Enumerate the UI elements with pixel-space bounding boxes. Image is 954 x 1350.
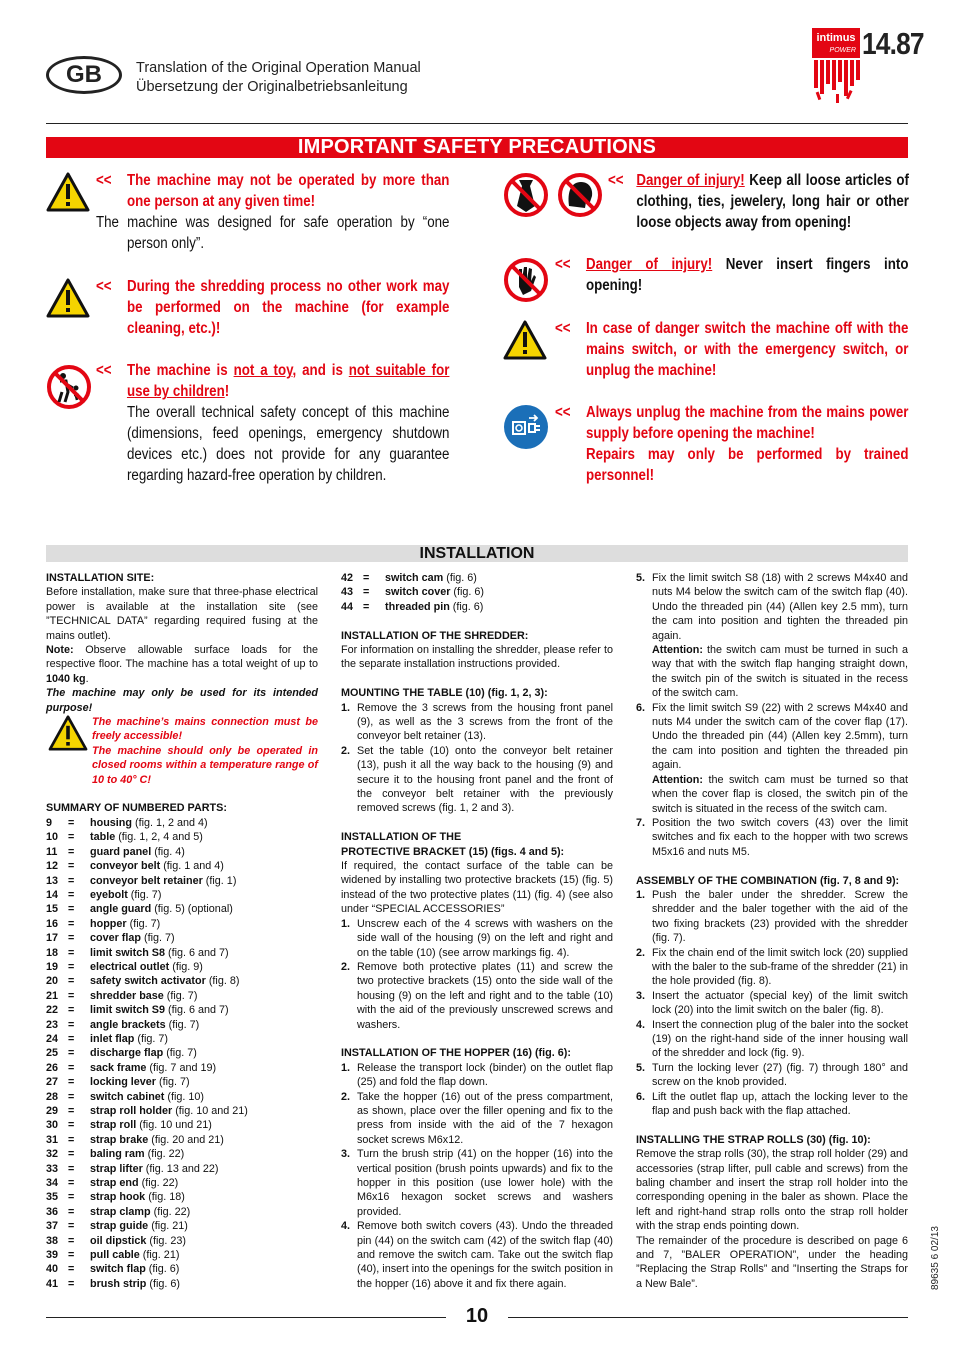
model-number: 14.87 bbox=[862, 26, 924, 61]
item-body-text: The machine was designed for safe operation by “one person only”. bbox=[96, 214, 450, 252]
part-row: 26 = sack frame (fig. 7 and 19) bbox=[46, 1061, 217, 1074]
table-heading: MOUNTING THE TABLE (10) (fig. 1, 2, 3): bbox=[341, 687, 548, 700]
item-warning-text: Danger of injury! Keep all loose articles of clothing, ties, jewelery, long hair or other loose objects away from opening! bbox=[636, 172, 909, 231]
chevron-marker: << bbox=[555, 404, 571, 421]
step-item: 5. Fix the limit switch S8 (18) with 2 screws M4x40 and nuts M4 below the switch cam of the switch flap (40). Undo the threaded pin (44) (Allen key 2.5 mm), turn the cam into position and tighten the threaded pin again. Attention: the switch cam must be turned in such a way that with the switch flap hanging straight down, the switch pin of the switch is situated in the recess of the switch cam. bbox=[636, 572, 908, 700]
strap-heading: INSTALLING THE STRAP ROLLS (30) (fig. 10): bbox=[636, 1133, 871, 1146]
part-row: 25 = discharge flap (fig. 7) bbox=[46, 1047, 197, 1060]
installation-column-3 bbox=[636, 571, 908, 1291]
part-row: 34 = strap end (fig. 22) bbox=[46, 1177, 179, 1190]
site-text: Before installation, make sure that three-phase electrical power is available at the installation site (see ”TECHNICAL DATA” regarding required fusing at the mains outlet). bbox=[46, 586, 318, 642]
part-row: 24 = inlet flap (fig. 7) bbox=[46, 1032, 168, 1045]
installation-heading: INSTALLATION bbox=[46, 545, 908, 562]
safety-item-not-a-toy bbox=[96, 360, 449, 486]
header-line-1: Translation of the Original Operation Manual bbox=[136, 60, 421, 76]
item-warning-text-2: Repairs may only be performed by trained personnel! bbox=[585, 446, 909, 484]
warning-triangle-icon bbox=[46, 172, 90, 212]
step-item: 2. Remove both protective plates (11) and screw the two protective brackets (15) onto the side wall of the housing (9) on the left and right and to the table (10) with the aid of the previously unscrewed screws and washers. bbox=[341, 960, 613, 1031]
footer-rule-right bbox=[508, 1317, 908, 1318]
item-warning-text: Danger of injury! Never insert fingers into opening! bbox=[585, 256, 909, 294]
installation-column-2 bbox=[341, 571, 613, 1291]
part-row: 41 = brush strip (fig. 6) bbox=[46, 1277, 180, 1290]
no-long-hair-icon bbox=[557, 172, 603, 218]
item-warning-text: In case of danger switch the machine off with the mains switch, or with the emergency switch, or unplug the machine! bbox=[585, 320, 909, 379]
document-id: 89635 6 02/13 bbox=[930, 1226, 941, 1290]
part-row: 21 = shredder base (fig. 7) bbox=[46, 989, 198, 1002]
step-item: 1. Remove the 3 screws from the housing front panel (9), as well as the 3 screws from the front of the conveyor belt retainer (13). bbox=[341, 701, 613, 743]
warning-triangle-icon bbox=[503, 320, 547, 360]
part-row: 12 = conveyor belt (fig. 1 and 4) bbox=[46, 860, 224, 873]
hopper-steps-continued bbox=[636, 571, 908, 859]
part-row: 28 = switch cabinet (fig. 10) bbox=[46, 1090, 205, 1103]
shredder-heading: INSTALLATION OF THE SHREDDER: bbox=[341, 629, 529, 642]
bracket-text: If required, the contact surface of the table can be widened by installing two protective brackets (15) (fig. 5) instead of the two protective plates (11) (fig. 4) (see also under “SPECIAL ACCESSORIES” bbox=[341, 860, 613, 916]
part-row: 15 = angle guard (fig. 5) (optional) bbox=[46, 903, 233, 916]
part-row: 23 = angle brackets (fig. 7) bbox=[46, 1018, 200, 1031]
chevron-marker: << bbox=[96, 278, 112, 295]
chevron-marker: << bbox=[96, 172, 112, 189]
strap-text-2: The remainder of the procedure is described on page 6 and 7, ”BALER OPERATION”, under the heading ”Replacing the Strap Rolls” and ”Inserting the Straps for a New Bale”. bbox=[636, 1234, 908, 1290]
step-item: 2. Take the hopper (16) out of the press compartment, as shown, place over the filler opening and fix to the press from inside with the aid of the 7 hexagon socket screws M6x12. bbox=[341, 1090, 613, 1146]
strap-text-1: Remove the strap rolls (30), the strap roll holder (29) and accessories (strap lifter, pull cable and screws) from the baling chamber and insert the strap roll holder into the corresponding opening in the baler as shown. Place the left and right-hand strap rolls onto the strap roll holder with the strap ends pointing down. bbox=[636, 1148, 908, 1233]
part-row: 35 = strap hook (fig. 18) bbox=[46, 1191, 185, 1204]
footer-rule-left bbox=[46, 1317, 446, 1318]
item-warning-text: The machine is not a toy, and is not suitable for use by children! bbox=[126, 362, 450, 400]
no-children-icon bbox=[46, 364, 92, 410]
logo-sub: POWER bbox=[829, 47, 856, 54]
step-item: 3. Insert the actuator (special key) of the limit switch lock (20) into the limit switch on the baler (fig. 8). bbox=[636, 989, 908, 1017]
site-heading: INSTALLATION SITE: bbox=[46, 572, 155, 584]
step-item: 2. Set the table (10) onto the conveyor belt retainer (13), push it all the way back to the housing (9) and secure it to the housing front panel and the front of the conveyor belt retainer with the previously removed screws (fig. 1, 2 and 3). bbox=[341, 744, 613, 815]
part-row: 38 = oil dipstick (fig. 23) bbox=[46, 1234, 187, 1247]
warning-mains: The machine’s mains connection must be freely accessible! bbox=[92, 716, 318, 743]
part-row: 10 = table (fig. 1, 2, 4 and 5) bbox=[46, 831, 203, 844]
table-steps bbox=[341, 701, 613, 816]
part-row: 22 = limit switch S9 (fig. 6 and 7) bbox=[46, 1004, 229, 1017]
step-item: 5. Turn the locking lever (27) (fig. 7) through 180° and screw on the knob provided. bbox=[636, 1061, 908, 1089]
part-row: 16 = hopper (fig. 7) bbox=[46, 917, 161, 930]
step-item: 4. Remove both switch covers (43). Undo the threaded pin (44) on the switch cam (42) of the switch flap (40) and remove the switch cam. Take out the switch flap (40), insert into the openings for the switch position in the hopper (16) above it and fix there again. bbox=[341, 1220, 613, 1290]
step-item: 1. Release the transport lock (binder) on the outlet flap (25) and fold the flap down. bbox=[341, 1061, 613, 1089]
page-number: 10 bbox=[465, 1305, 489, 1327]
part-row: 37 = strap guide (fig. 21) bbox=[46, 1220, 188, 1233]
intimus-logo bbox=[812, 28, 860, 106]
parts-list-continued bbox=[341, 571, 613, 614]
chevron-marker: << bbox=[608, 172, 624, 189]
step-item: 4. Insert the connection plug of the baler into the socket (19) on the right-hand side of the inner housing wall of the shredder and lock (fig. 9). bbox=[636, 1018, 908, 1060]
part-row: 43 = switch cover (fig. 6) bbox=[341, 586, 485, 599]
item-warning-text: During the shredding process no other work may be performed on the machine (for example cleaning, etc.)! bbox=[126, 278, 450, 337]
part-row: 44 = threaded pin (fig. 6) bbox=[341, 600, 484, 613]
safety-item-unplug bbox=[555, 402, 908, 486]
step-item: 3. Turn the brush strip (41) on the hopper (16) into the vertical position (brush points upwards) and fix to the hopper in this position (use lower hole) with the M6x16 hexagon socket screws and washers provided. bbox=[341, 1148, 613, 1218]
item-warning-text: The machine may not be operated by more than one person at any given time! bbox=[126, 172, 450, 210]
part-row: 14 = eyebolt (fig. 7) bbox=[46, 888, 162, 901]
part-row: 29 = strap roll holder (fig. 10 and 21) bbox=[46, 1105, 248, 1118]
chevron-marker: << bbox=[555, 256, 571, 273]
logo-brand: intimus bbox=[816, 32, 856, 44]
part-row: 32 = baling ram (fig. 22) bbox=[46, 1148, 185, 1161]
part-row: 20 = safety switch activator (fig. 8) bbox=[46, 975, 240, 988]
item-body-text: The overall technical safety concept of this machine (dimensions, feed openings, emergency shutdown devices etc.) does not provide for any guarantee regarding hazard-free operation by children. bbox=[126, 404, 450, 484]
site-note: Note: Observe allowable surface loads for the respective floor. The machine has a total weight of up to 1040 kg. bbox=[46, 644, 318, 685]
safety-item-single-operator bbox=[96, 170, 449, 254]
no-loose-clothing-icon bbox=[503, 172, 549, 218]
combination-steps bbox=[636, 888, 908, 1119]
step-item: 1. Push the baler under the shredder. Screw the shredder and the baler together with the aid of the two fixing brackets (23) provided with the shredder (fig. 7). bbox=[636, 888, 908, 945]
intended-use: The machine may only be used for its intended purpose! bbox=[46, 687, 318, 714]
bracket-heading-2: PROTECTIVE BRACKET (15) (figs. 4 and 5): bbox=[341, 845, 565, 858]
hopper-heading: INSTALLATION OF THE HOPPER (16) (fig. 6): bbox=[341, 1047, 571, 1060]
part-row: 17 = cover flap (fig. 7) bbox=[46, 932, 175, 945]
part-row: 30 = strap roll (fig. 10 und 21) bbox=[46, 1119, 212, 1132]
safety-item-loose-clothing bbox=[608, 170, 909, 233]
shredder-text: For information on installing the shredder, please refer to the separate installation instructions provided. bbox=[341, 644, 613, 671]
installation-column-1 bbox=[46, 571, 318, 1291]
bracket-heading-1: INSTALLATION OF THE bbox=[341, 831, 462, 844]
step-item: 7. Position the two switch covers (43) over the limit switches and fix each to the hopper with two screws M5x16 and nuts M5. bbox=[636, 816, 908, 858]
no-fingers-icon bbox=[503, 257, 549, 303]
safety-item-no-other-work bbox=[96, 276, 449, 339]
part-row: 33 = strap lifter (fig. 13 and 22) bbox=[46, 1162, 219, 1175]
step-item: 6. Lift the outlet flap up, attach the locking lever to the flap and push back with the flap attached. bbox=[636, 1090, 908, 1118]
step-item: 6. Fix the limit switch S9 (22) with 2 screws M4x40 and nuts M4 under the switch cam of the cover flap (17). Undo the threaded pin (44) (Allen key 2.5mm), turn the cam into position and tighten the threaded pin again. Attention: the switch cam must be turned so that when the cover flap is closed, the switch pin of the switch is situated in the recess of the switch cam. bbox=[636, 701, 908, 815]
hopper-steps bbox=[341, 1061, 613, 1292]
safety-item-danger-switch-off bbox=[555, 318, 908, 381]
part-row: 39 = pull cable (fig. 21) bbox=[46, 1249, 180, 1262]
part-row: 19 = electrical outlet (fig. 9) bbox=[46, 960, 203, 973]
unplug-icon bbox=[503, 404, 549, 450]
parts-list bbox=[46, 816, 318, 1291]
part-row: 9 = housing (fig. 1, 2 and 4) bbox=[46, 816, 208, 829]
step-item: 2. Fix the chain end of the limit switch lock (20) supplied with the baler to the sub-frame of the shredder (21) in the hole provided (fig. 8). bbox=[636, 946, 908, 988]
part-row: 31 = strap brake (fig. 20 and 21) bbox=[46, 1133, 224, 1146]
part-row: 42 = switch cam (fig. 6) bbox=[341, 572, 477, 584]
safety-banner: IMPORTANT SAFETY PRECAUTIONS bbox=[46, 137, 908, 158]
header-rule bbox=[46, 123, 908, 124]
language-badge: GB bbox=[46, 56, 122, 94]
part-row: 18 = limit switch S8 (fig. 6 and 7) bbox=[46, 946, 229, 959]
step-item: 1. Unscrew each of the 4 screws with washers on the side wall of the housing (9) on the left and right and on the table (10) (see arrow markings fig. 4). bbox=[341, 917, 613, 959]
part-row: 11 = guard panel (fig. 4) bbox=[46, 845, 185, 858]
part-row: 40 = switch flap (fig. 6) bbox=[46, 1263, 180, 1276]
part-row: 27 = locking lever (fig. 7) bbox=[46, 1076, 190, 1089]
warning-block bbox=[46, 715, 318, 787]
safety-item-fingers bbox=[555, 254, 908, 296]
chevron-marker: << bbox=[96, 362, 112, 379]
parts-heading: SUMMARY OF NUMBERED PARTS: bbox=[46, 802, 227, 815]
warning-triangle-icon bbox=[46, 715, 90, 751]
warning-triangle-icon bbox=[46, 278, 90, 318]
item-warning-text: Always unplug the machine from the mains power supply before opening the machine! bbox=[585, 404, 909, 442]
bracket-steps bbox=[341, 917, 613, 1032]
part-row: 36 = strap clamp (fig. 22) bbox=[46, 1205, 191, 1218]
warning-temperature: The machine should only be operated in closed rooms within a temperature range of 10 to 40° C! bbox=[92, 744, 318, 786]
header-line-2: Übersetzung der Originalbetriebsanleitung bbox=[136, 79, 408, 95]
part-row: 13 = conveyor belt retainer (fig. 1) bbox=[46, 874, 237, 887]
chevron-marker: << bbox=[555, 320, 571, 337]
combination-heading: ASSEMBLY OF THE COMBINATION (fig. 7, 8 and 9): bbox=[636, 874, 900, 887]
